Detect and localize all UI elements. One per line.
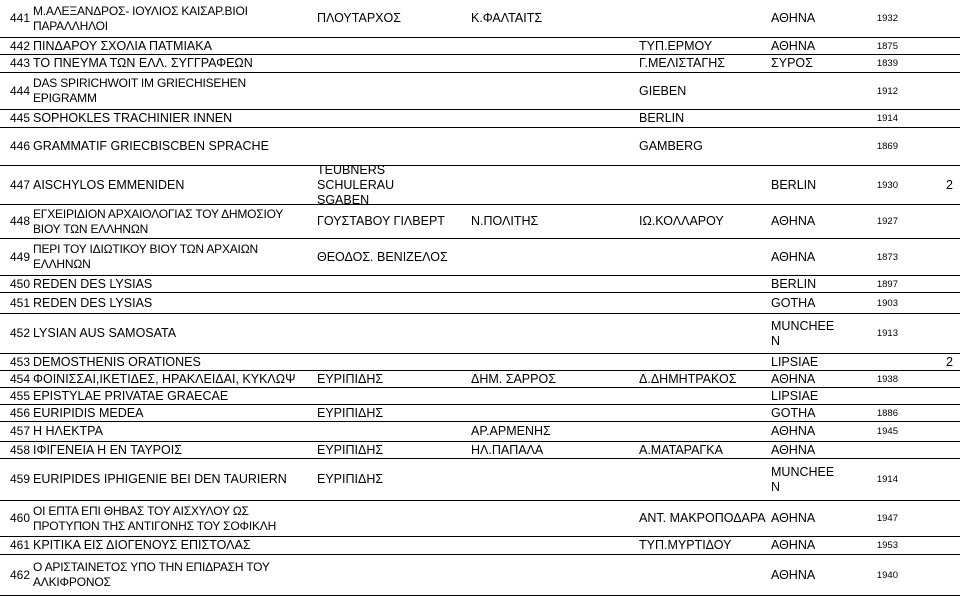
table-row [0, 38, 960, 55]
publisher-cell: GAMBERG [639, 139, 703, 153]
city-cell: ΑΘΗΝΑ [771, 442, 816, 457]
title-cell: AISCHYLOS EMMENIDEN [33, 177, 185, 192]
title-cell: ΠΙΝΔΑΡΟΥ ΣΧΟΛΙΑ ΠΑΤΜΙΑΚΑ [33, 38, 212, 53]
city-cell: ΑΘΗΝΑ [771, 11, 816, 25]
year-cell: 1875 [876, 40, 898, 52]
year-cell: 1927 [876, 216, 898, 227]
title-cell: ΤΟ ΠΝΕΥΜΑ ΤΩΝ ΕΛΛ. ΣΥΓΓΡΑΦΕΩΝ [33, 56, 253, 70]
translator-cell [471, 388, 581, 404]
publisher-cell: ΑΝΤ. ΜΑΚΡΟΠΟΔΑΡΑ [639, 511, 766, 525]
city-cell: ΑΘΗΝΑ [771, 567, 816, 582]
table-row [0, 537, 960, 555]
author-cell [317, 128, 449, 165]
publisher-cell: BERLIN [639, 111, 685, 125]
row-id: 462 [9, 567, 30, 582]
author-cell [317, 110, 457, 127]
author-cell: ΕΥΡΙΠΙΔΗΣ [317, 405, 384, 420]
volumes-cell [946, 205, 958, 238]
title-cell: ΕΓΧΕΙΡΙΔΙΟΝ ΑΡΧΑΙΟΛΟΓΙΑΣ ΤΟΥ ΔΗΜΟΣΙΟΥ ΒΙΟΥ ΤΩΝ ΕΛΛΗΝΩΝ [33, 206, 283, 236]
title-cell: LYSIAN AUS SAMOSATA [33, 326, 177, 340]
author-cell: TEUBNERS SCHULERAU SGABEN [317, 162, 395, 207]
publisher-cell: GIEBEN [639, 83, 687, 98]
author-cell [317, 537, 457, 554]
volumes-cell [946, 293, 958, 313]
table-row [0, 162, 960, 207]
table-row [0, 293, 960, 314]
row-id: 445 [9, 111, 30, 125]
table-row [0, 501, 960, 537]
translator-cell [471, 555, 581, 595]
table-row [0, 459, 960, 501]
row-id: 450 [9, 276, 30, 291]
author-cell [317, 73, 449, 109]
translator-cell: ΗΛ.ΠΑΠΑΛΑ [471, 442, 544, 457]
translator-cell [471, 405, 581, 421]
author-cell [317, 422, 457, 441]
translator-cell: ΔΗΜ. ΣΑΡΡΟΣ [471, 371, 556, 386]
table-row [0, 422, 960, 442]
publisher-cell: ΤΥΠ.ΕΡΜΟΥ [639, 38, 713, 53]
row-id: 448 [9, 214, 30, 228]
title-cell: REDEN DES LYSIAS [33, 276, 153, 291]
publisher-cell: Α.ΜΑΤΑΡΑΓΚΑ [639, 442, 723, 457]
year-cell: 1886 [876, 407, 898, 419]
table-row [0, 276, 960, 293]
author-cell: ΕΥΡΙΠΙΔΗΣ [317, 371, 384, 386]
year-cell: 1873 [876, 251, 898, 263]
title-cell: ΠΕΡΙ ΤΟΥ ΙΔΙΩΤΙΚΟΥ ΒΙΟΥ ΤΩΝ ΑΡΧΑΙΩΝ ΕΛΛΗΝΩΝ [33, 242, 258, 271]
author-cell [317, 55, 457, 72]
title-cell: GRAMMATIF GRIECBISCBEN SPRACHE [33, 139, 269, 153]
author-cell [317, 555, 449, 595]
author-cell: ΕΥΡΙΠΙΔΗΣ [317, 442, 384, 457]
table-row [0, 73, 960, 110]
city-cell: ΣΥΡΟΣ [771, 56, 813, 70]
title-cell: EPISTYLAE PRIVATAE GRAECAE [33, 388, 229, 403]
author-cell: ΘΕΟΔΟΣ. ΒΕΝΙΖΕΛΟΣ [317, 249, 448, 264]
translator-cell [471, 166, 581, 204]
translator-cell [471, 128, 581, 165]
row-id: 441 [9, 11, 30, 25]
translator-cell: Κ.ΦΑΛΤΑΙΤΣ [471, 11, 543, 25]
year-cell: 1930 [876, 179, 898, 191]
row-id: 452 [9, 326, 30, 340]
translator-cell [471, 110, 581, 127]
row-id: 459 [9, 472, 30, 486]
year-cell: 1940 [876, 569, 898, 581]
city-cell: BERLIN [771, 177, 817, 192]
title-cell: DAS SPIRICHWOIT IM GRIECHISEHEN EPIGRAMM [33, 76, 246, 105]
publisher-cell: ΤΥΠ.ΜΥΡΤΙΔΟΥ [639, 538, 732, 552]
author-cell [317, 354, 457, 370]
volumes-cell [946, 555, 958, 595]
year-cell: 1914 [876, 474, 898, 485]
volumes-cell [946, 128, 958, 165]
year-cell: 1938 [876, 373, 898, 385]
city-cell: LIPSIAE [771, 388, 819, 403]
author-cell: ΕΥΡΙΠΙΔΗΣ [317, 472, 384, 486]
table-row [0, 555, 960, 596]
translator-cell [471, 73, 581, 109]
year-cell: 1947 [876, 513, 898, 524]
row-id: 444 [9, 83, 30, 98]
year-cell: 1839 [876, 58, 898, 69]
title-cell: Η ΗΛΕΚΤΡΑ [33, 424, 103, 438]
year-cell [860, 442, 898, 458]
city-cell: MUNCHEE N [771, 464, 835, 494]
title-cell: ΟΙ ΕΠΤΑ ΕΠΙ ΘΗΒΑΣ ΤΟΥ ΑΙΣΧΥΛΟΥ ΩΣ ΠΡΟΤΥΠΟΝ ΤΗΣ ΑΝΤΙΓΟΝΗΣ ΤΟΥ ΣΟΦΙΚΛΗ [33, 503, 277, 533]
publisher-cell: Δ.ΔΗΜΗΤΡΑΚΟΣ [639, 371, 737, 386]
translator-cell [471, 501, 581, 536]
title-cell: EURIPIDIS MEDEA [33, 405, 144, 420]
title-cell: Ο ΑΡΙΣΤΑΙΝΕΤΟΣ ΥΠΟ ΤΗΝ ΕΠΙΔΡΑΣΗ ΤΟΥ ΑΛΚΙΦΡΟΝΟΣ [33, 560, 270, 589]
title-cell: SOPHOKLES TRACHINIER INNEN [33, 111, 233, 125]
year-cell: 1932 [876, 13, 898, 24]
row-id: 456 [9, 405, 30, 420]
publisher-cell [639, 166, 749, 204]
table-row [0, 128, 960, 166]
title-cell: REDEN DES LYSIAS [33, 295, 153, 310]
translator-cell: ΑΡ.ΑΡΜΕΝΗΣ [471, 424, 551, 438]
table-row [0, 442, 960, 459]
row-id: 453 [9, 354, 30, 369]
volumes-cell [946, 38, 958, 54]
table-row [0, 388, 960, 405]
publisher-cell [639, 293, 749, 313]
volumes-cell: 2 [946, 177, 953, 192]
row-id: 443 [9, 56, 30, 70]
translator-cell [471, 354, 581, 370]
volumes-cell [946, 537, 958, 554]
year-cell: 1912 [876, 85, 898, 97]
translator-cell [471, 459, 581, 500]
volumes-cell [946, 110, 958, 127]
volumes-cell [946, 371, 958, 387]
city-cell: ΑΘΗΝΑ [771, 511, 816, 525]
row-id: 454 [9, 371, 30, 386]
table-row [0, 0, 960, 38]
title-cell: Μ.ΑΛΕΞΑΝΔΡΟΣ- ΙΟΥΛΙΟΣ ΚΑΙΣΑΡ.ΒΙΟΙ ΠΑΡΑΛΛΗΛΟΙ [33, 3, 248, 33]
table-row [0, 354, 960, 371]
city-cell [771, 128, 833, 165]
author-cell [317, 388, 457, 404]
table-row [0, 55, 960, 73]
year-cell: 1945 [876, 426, 898, 437]
volumes-cell [946, 276, 958, 292]
translator-cell [471, 38, 581, 54]
row-id: 455 [9, 388, 30, 403]
city-cell: ΑΘΗΝΑ [771, 424, 816, 438]
row-id: 442 [9, 38, 30, 53]
translator-cell [471, 276, 581, 292]
row-id: 449 [9, 249, 30, 264]
publisher-cell [639, 239, 749, 275]
table-row [0, 239, 960, 276]
volumes-cell [946, 422, 958, 441]
translator-cell [471, 239, 581, 275]
row-id: 446 [9, 139, 30, 153]
title-cell: ΚΡΙΤΙΚΑ ΕΙΣ ΔΙΟΓΕΝΟΥΣ ΕΠΙΣΤΟΛΑΣ [33, 538, 251, 552]
table-row [0, 314, 960, 354]
row-id: 458 [9, 442, 30, 457]
volumes-cell [946, 388, 958, 404]
publisher-cell [639, 388, 749, 404]
publisher-cell [639, 405, 749, 421]
year-cell: 1897 [876, 278, 898, 290]
translator-cell: Ν.ΠΟΛΙΤΗΣ [471, 214, 539, 228]
table-row [0, 371, 960, 388]
table-row [0, 110, 960, 128]
publisher-cell [639, 422, 749, 441]
volumes-cell [946, 459, 958, 500]
volumes-cell: 2 [946, 354, 953, 369]
year-cell: 1913 [876, 328, 898, 339]
author-cell: ΓΟΥΣΤΑΒΟΥ ΓΙΛΒΕΡΤ [317, 214, 445, 228]
translator-cell [471, 537, 581, 554]
author-cell [317, 293, 457, 313]
year-cell: 1903 [876, 297, 898, 309]
city-cell: LIPSIAE [771, 354, 819, 369]
volumes-cell [946, 0, 958, 37]
city-cell: ΑΘΗΝΑ [771, 371, 816, 386]
author-cell [317, 501, 449, 536]
row-id: 461 [9, 538, 30, 552]
title-cell: ΦΟΙΝΙΣΣΑΙ,ΙΚΕΤΙΔΕΣ, ΗΡΑΚΛΕΙΔΑΙ, ΚΥΚΛΩΨ [33, 371, 296, 386]
publisher-cell [639, 314, 749, 353]
volumes-cell [946, 405, 958, 421]
row-id: 460 [9, 511, 30, 525]
city-cell: BERLIN [771, 276, 817, 291]
table-row [0, 205, 960, 239]
row-id: 457 [9, 424, 30, 438]
publisher-cell [639, 354, 749, 370]
author-cell [317, 314, 449, 353]
publisher-cell [639, 555, 749, 595]
publisher-cell: ΙΩ.ΚΟΛΛΑΡΟΥ [639, 214, 724, 228]
author-cell [317, 38, 457, 54]
volumes-cell [946, 314, 958, 353]
city-cell [771, 110, 871, 127]
city-cell: ΑΘΗΝΑ [771, 538, 816, 552]
year-cell: 1914 [876, 113, 898, 124]
author-cell: ΠΛΟΥΤΑΡΧΟΣ [317, 11, 401, 25]
title-cell: DEMOSTHENIS ORATIONES [33, 354, 201, 369]
volumes-cell [946, 73, 958, 109]
city-cell: GOTHA [771, 405, 816, 420]
volumes-cell [946, 501, 958, 536]
translator-cell [471, 314, 581, 353]
year-cell [860, 388, 898, 404]
translator-cell [471, 293, 581, 313]
year-cell: 1953 [876, 540, 898, 551]
volumes-cell [946, 239, 958, 275]
year-cell [860, 354, 898, 370]
city-cell: ΑΘΗΝΑ [771, 214, 816, 228]
row-id: 447 [9, 177, 30, 192]
title-cell: ΙΦΙΓΕΝΕΙΑ Η ΕΝ ΤΑΥΡΟΙΣ [33, 442, 182, 457]
city-cell: ΑΘΗΝΑ [771, 38, 816, 53]
publisher-cell: Γ.ΜΕΛΙΣΤΑΓΗΣ [639, 56, 725, 70]
publisher-cell [639, 276, 749, 292]
translator-cell [471, 55, 581, 72]
title-cell: EURIPIDES IPHIGENIE BEI DEN TAURIERN [33, 472, 287, 486]
publisher-cell [639, 459, 749, 500]
author-cell [317, 276, 457, 292]
volumes-cell [946, 442, 958, 458]
city-cell: GOTHA [771, 295, 816, 310]
city-cell: ΑΘΗΝΑ [771, 249, 816, 264]
city-cell [771, 73, 833, 109]
publisher-cell [639, 0, 749, 37]
year-cell: 1869 [876, 141, 898, 152]
row-id: 451 [9, 295, 30, 310]
volumes-cell [946, 55, 958, 72]
table-row [0, 405, 960, 422]
city-cell: MUNCHEE N [771, 318, 835, 348]
